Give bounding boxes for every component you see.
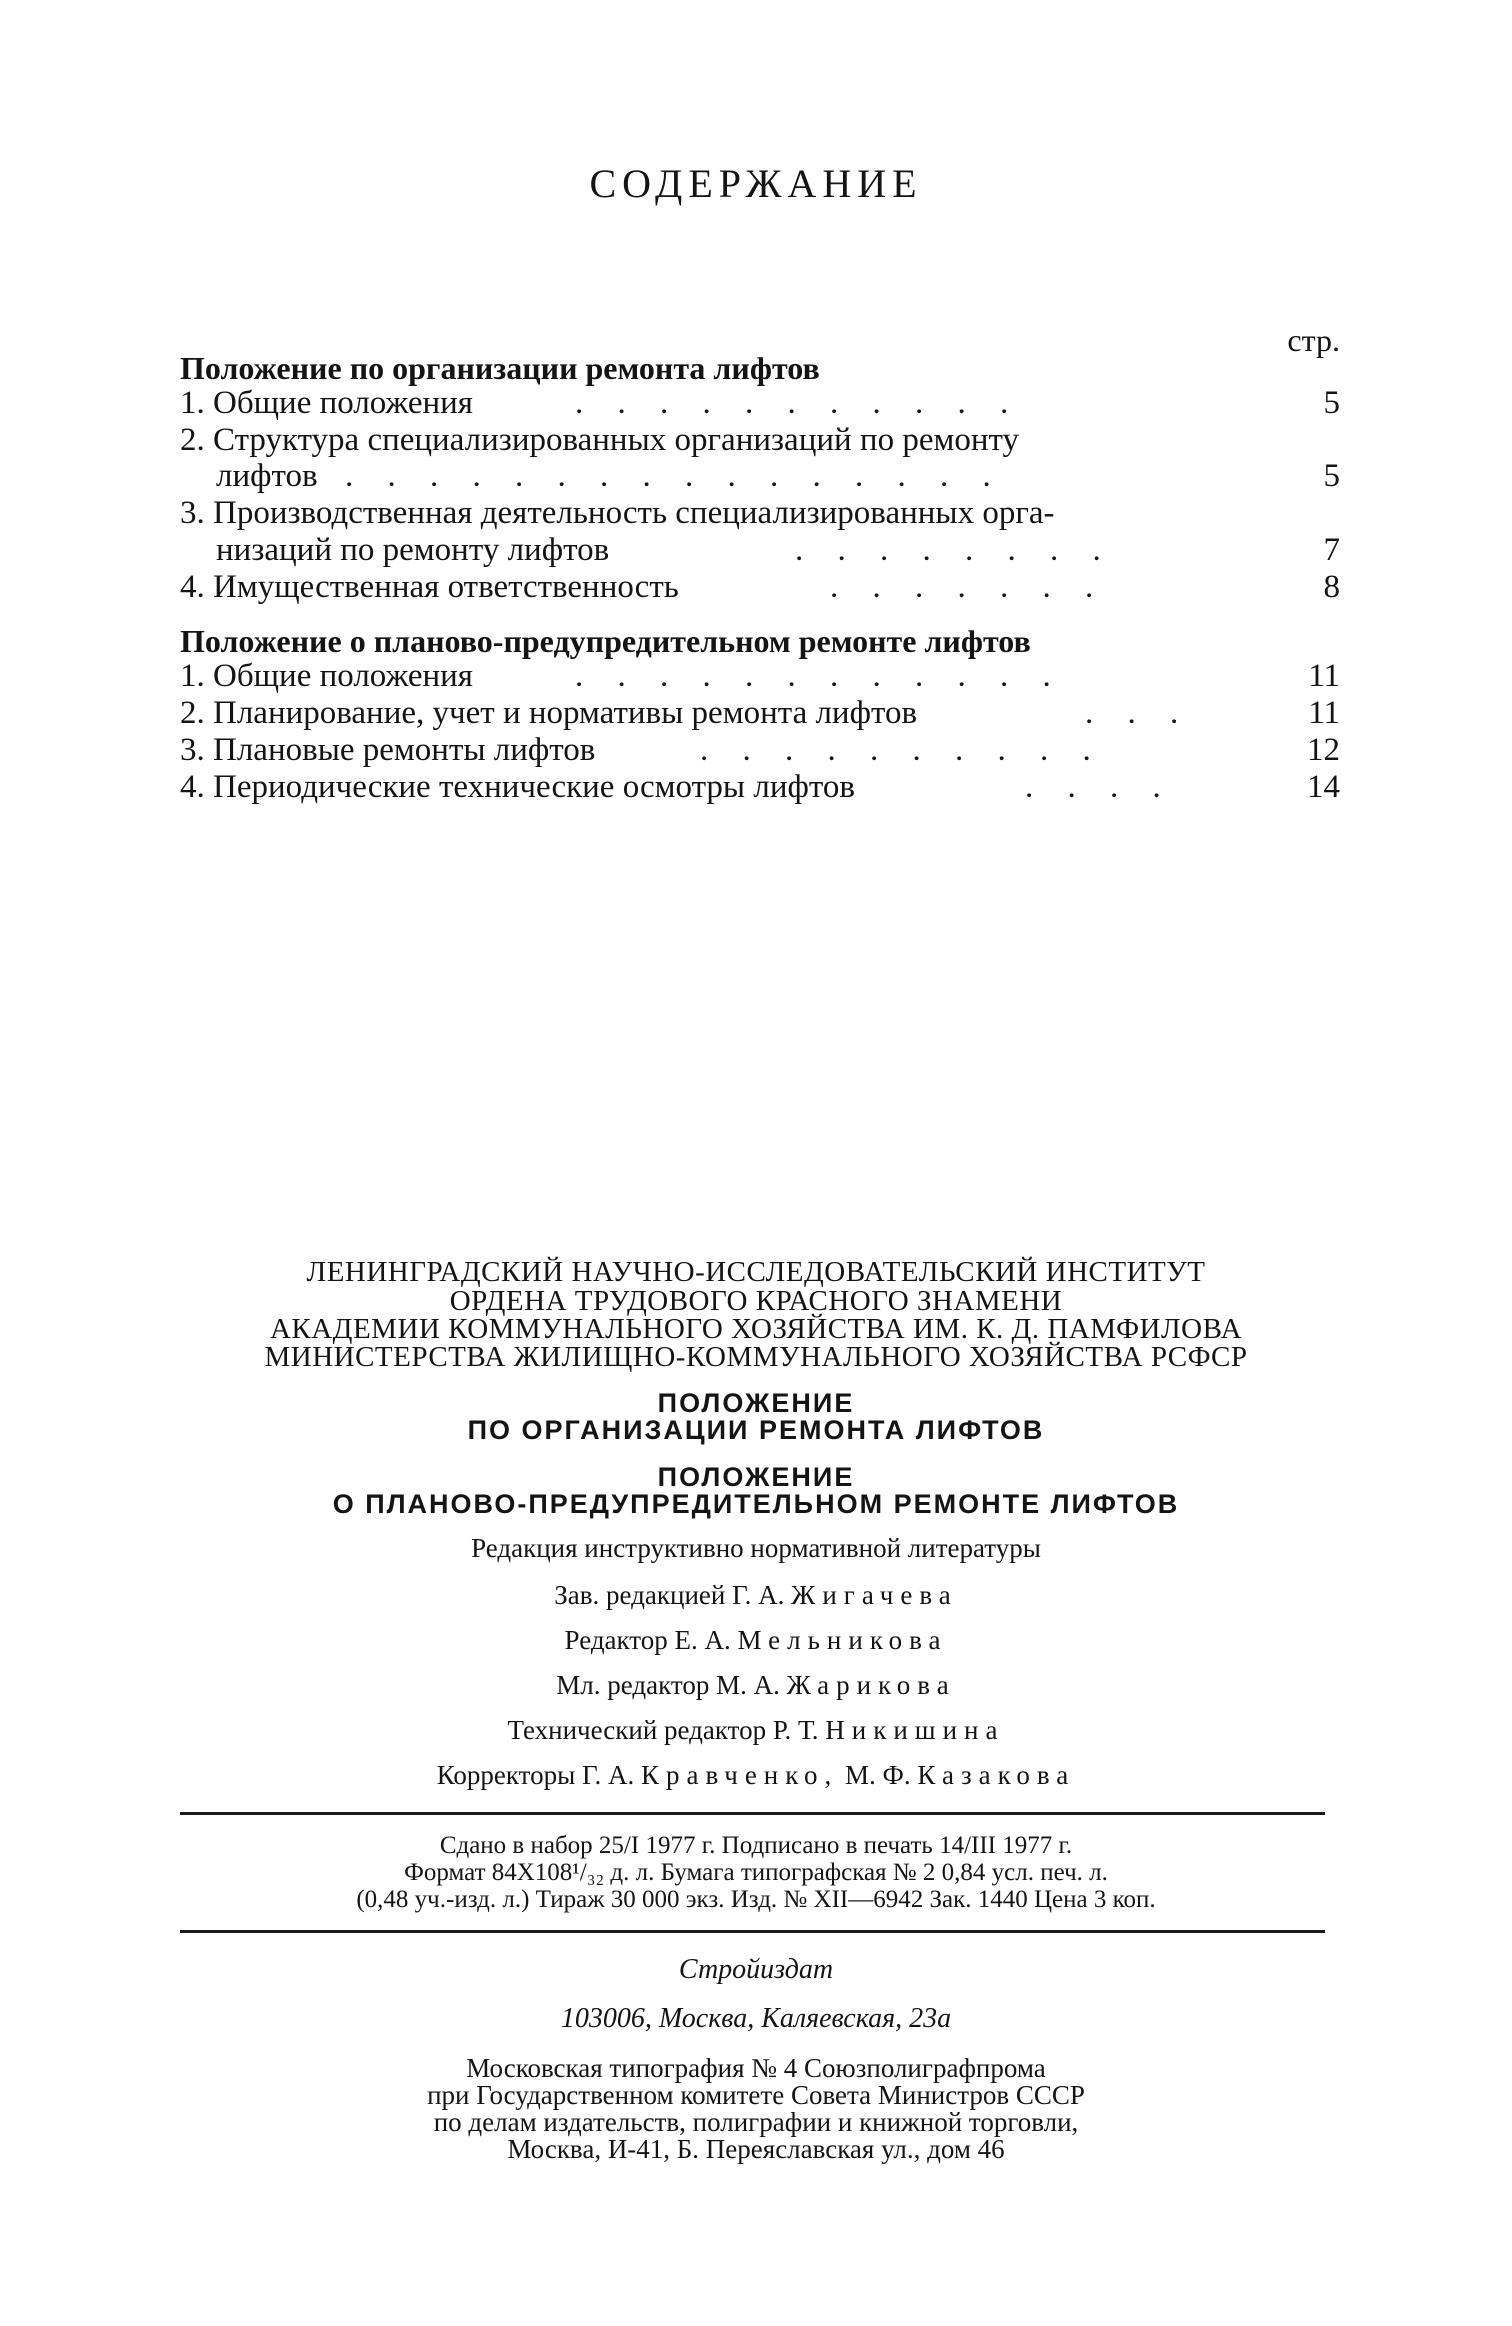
toc-leader-dots: . . . . . . . . . . . . <box>575 658 1064 694</box>
toc-item-text: 1. Общие положения <box>180 385 473 421</box>
toc-item-text: 2. Структура специализированных организаций по ремонту <box>180 422 1020 458</box>
toc-item-page: 11 <box>1308 695 1340 731</box>
toc-item-continuation <box>180 532 1340 572</box>
toc-leader-dots: . . . . . . . . . . . <box>575 385 1022 421</box>
toc-leader-dots: . . . . . . . . <box>795 532 1114 568</box>
toc-item-text: лифтов <box>216 458 318 494</box>
toc-leader-dots: . . . . . . . . . . <box>700 732 1104 768</box>
publisher-name: Стройиздат <box>678 1954 834 1985</box>
toc-item-text: 4. Периодические технические осмотры лифтов <box>180 769 855 805</box>
toc-leader-dots: . . . . . . . <box>830 569 1107 605</box>
credit-initials: Р. Т. <box>772 1715 819 1745</box>
toc-section-title-1: Положение по организации ремонта лифтов <box>180 350 820 386</box>
toc-item <box>180 658 1340 698</box>
imprint-line-2: Формат 84X108¹/₃₂ д. л. Бумага типографская № 2 0,84 усл. печ. л. <box>404 1859 1108 1886</box>
corrector-initials: М. Ф. <box>845 1760 911 1790</box>
publisher-address: 103006, Москва, Каляевская, 23а <box>560 2003 952 2034</box>
toc-item-page: 5 <box>1323 385 1340 421</box>
printer-line-3: по делам издательств, полиграфии и книжной торговли, <box>433 2107 1079 2137</box>
toc-title: СОДЕРЖАНИЕ <box>589 161 923 206</box>
toc-item-text: 1. Общие положения <box>180 658 473 694</box>
toc-item <box>180 695 1340 735</box>
printer-line-2: при Государственном комитете Совета Министров СССР <box>427 2080 1085 2110</box>
correctors-line <box>0 1760 1512 1791</box>
toc-item-continuation <box>180 458 1340 498</box>
credit-role: Редактор <box>564 1625 668 1655</box>
toc-item-text: 3. Производственная деятельность специализированных орга- <box>180 495 1055 531</box>
toc-item <box>180 569 1340 609</box>
imprint-line-1: Сдано в набор 25/I 1977 г. Подписано в печать 14/III 1977 г. <box>439 1832 1073 1859</box>
toc-item <box>180 495 1340 535</box>
toc-item-page: 5 <box>1323 458 1340 494</box>
edition-name: Редакция инструктивно нормативной литературы <box>471 1533 1041 1563</box>
toc-item <box>180 422 1340 462</box>
credit-initials: Г. А. <box>732 1580 785 1610</box>
credit-initials: Е. А. <box>674 1625 731 1655</box>
divider-rule <box>180 1812 1325 1815</box>
toc-item-text: 4. Имущественная ответственность <box>180 569 679 605</box>
document-subtitle-2: О ПЛАНОВО-ПРЕДУПРЕДИТЕЛЬНОМ РЕМОНТЕ ЛИФТОВ <box>332 1489 1180 1519</box>
toc-item-page: 8 <box>1323 569 1340 605</box>
toc-page-column-header: стр. <box>1287 322 1340 358</box>
toc-item-text: 2. Планирование, учет и нормативы ремонта лифтов <box>180 695 918 731</box>
credit-line <box>0 1625 1512 1656</box>
toc-item <box>180 769 1340 809</box>
toc-item <box>180 385 1340 425</box>
credit-initials: М. А. <box>716 1670 780 1700</box>
document-title-2: ПОЛОЖЕНИЕ <box>657 1462 855 1492</box>
printer-line-4: Москва, И-41, Б. Переяславская ул., дом 46 <box>507 2134 1005 2164</box>
toc-leader-dots: . . . . . . . . . . . . . . . . <box>345 458 1004 494</box>
toc-item-page: 14 <box>1307 769 1340 805</box>
credit-surname: Никишина <box>825 1715 1005 1745</box>
toc-section-title-2: Положение о планово-предупредительном ремонте лифтов <box>180 623 1031 659</box>
credit-line <box>0 1670 1512 1701</box>
toc-item <box>180 732 1340 772</box>
toc-item-text: 3. Плановые ремонты лифтов <box>180 732 596 768</box>
corrector-initials: Г. А. <box>581 1760 635 1790</box>
toc-item-page: 11 <box>1308 658 1340 694</box>
credit-surname: Жарикова <box>786 1670 956 1700</box>
institute-line-4: МИНИСТЕРСТВА ЖИЛИЩНО-КОММУНАЛЬНОГО ХОЗЯЙСТВА РСФСР <box>264 1341 1248 1373</box>
institute-line-1: ЛЕНИНГРАДСКИЙ НАУЧНО-ИССЛЕДОВАТЕЛЬСКИЙ ИНСТИТУТ <box>306 1256 1206 1288</box>
corrector-surname: Казакова <box>917 1760 1076 1790</box>
credit-line <box>0 1715 1512 1746</box>
credit-surname: Мельникова <box>737 1625 948 1655</box>
corrector-surname: Кравченко, <box>641 1760 839 1790</box>
correctors-role: Корректоры <box>436 1760 576 1790</box>
document-subtitle-1: ПО ОРГАНИЗАЦИИ РЕМОНТА ЛИФТОВ <box>467 1415 1045 1445</box>
credit-role: Мл. редактор <box>556 1670 710 1700</box>
printer-line-1: Московская типография № 4 Союзполиграфпрома <box>466 2053 1046 2083</box>
toc-leader-dots: . . . . <box>1025 769 1174 805</box>
credit-line <box>0 1580 1512 1611</box>
divider-rule <box>180 1930 1325 1933</box>
document-title-1: ПОЛОЖЕНИЕ <box>657 1388 855 1418</box>
toc-item-page: 7 <box>1323 532 1340 568</box>
credit-role: Зав. редакцией <box>554 1580 726 1610</box>
institute-line-3: АКАДЕМИИ КОММУНАЛЬНОГО ХОЗЯЙСТВА ИМ. К. Д. ПАМФИЛОВА <box>269 1313 1243 1345</box>
toc-item-page: 12 <box>1307 732 1340 768</box>
institute-line-2: ОРДЕНА ТРУДОВОГО КРАСНОГО ЗНАМЕНИ <box>449 1285 1063 1317</box>
toc-leader-dots: . . . <box>1085 695 1192 731</box>
credit-surname: Жигачева <box>791 1580 958 1610</box>
toc-item-text: низаций по ремонту лифтов <box>216 532 610 568</box>
credit-role: Технический редактор <box>507 1715 767 1745</box>
imprint-line-3: (0,48 уч.-изд. л.) Тираж 30 000 экз. Изд. № XII—6942 Зак. 1440 Цена 3 коп. <box>356 1886 1156 1913</box>
